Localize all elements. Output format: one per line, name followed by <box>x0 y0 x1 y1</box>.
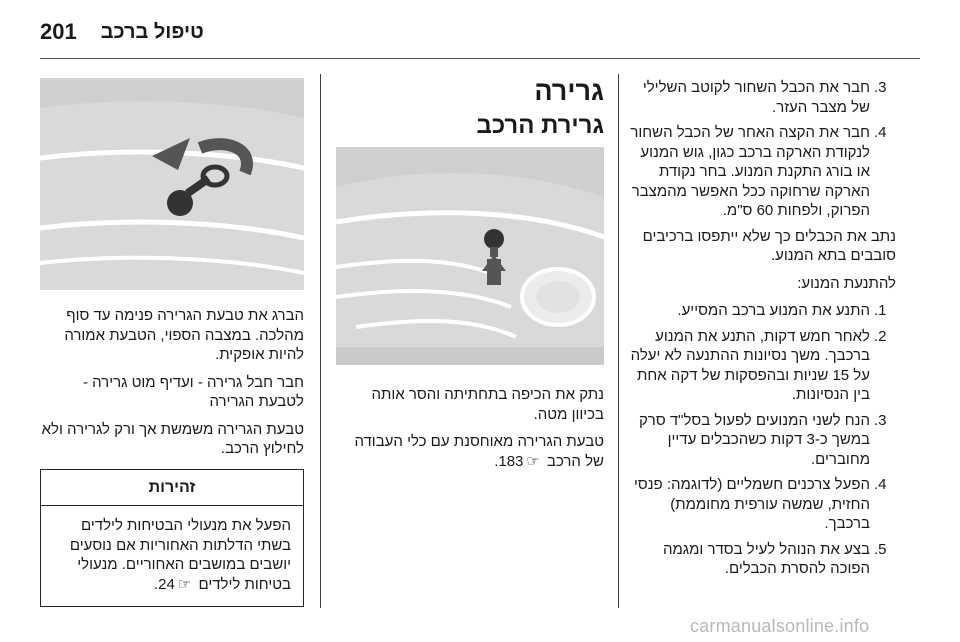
usage-paragraph: טבעת הגרירה משמשת אך ורק לגרירה ולא לחילוץ הרכב. <box>41 420 304 457</box>
bumper-cover-illustration <box>336 147 604 365</box>
list-item: .3 הנח לשני המנועים לפעול בסל"ד סרק במשך כ-3 דקות כשהכבלים עדיין מחוברים. <box>638 411 887 468</box>
remove-cover-paragraph: נתק את הכיפה בתחתיתה והסר אותה בכיוון מטה. <box>371 386 604 423</box>
middle-column <box>336 78 604 479</box>
page-header <box>40 14 920 50</box>
route-cables-paragraph: נתב את הכבלים כך שלא ייתפסו ברכיבים סובבים בתא המנוע. <box>642 227 896 264</box>
header-rule <box>40 58 920 59</box>
start-engine-label: להתנעת המנוע: <box>797 274 896 292</box>
page-reference[interactable]: 24 <box>158 575 175 593</box>
start-engine-steps <box>626 301 896 579</box>
warning-title: זהירות <box>41 470 303 507</box>
list-item: .4 חבר את הקצה האחר של הכבל השחור לנקודת הארקה ברכב כגון, גוש המנוע או בורג התקנת המנוע. בחר נקודת הארקה שרחוקה ככל האפשר מהמצבר הפרוק, ולפחות 60 ס"מ. <box>630 124 887 219</box>
towing-eye-illustration <box>40 78 304 290</box>
page-reference-icon: ☞ <box>526 452 540 470</box>
warning-body: הפעל את מנעולי הבטיחות לילדים בשתי הדלתות האחוריות אם נוסעים יושבים במושבים האחוריים. מנעולי בטיחות לילדים ☞24. <box>69 517 291 593</box>
towing-eye-storage-paragraph: טבעת הגרירה מאוחסנת עם כלי העבודה של הרכב ☞183. <box>354 433 604 470</box>
right-column <box>626 78 896 585</box>
page-reference-icon: ☞ <box>177 575 192 593</box>
section-title: גרירה <box>534 76 604 106</box>
column-divider-right <box>618 74 619 608</box>
towing-eye-illustration-svg <box>40 78 304 290</box>
watermark: carmanualsonline.info <box>690 616 870 636</box>
list-item: .1 התנע את המנוע ברכב המסייע. <box>677 302 887 319</box>
page-number: 201 <box>40 19 77 44</box>
screw-in-paragraph: הברג את טבעת הגרירה פנימה עד סוף מהלכה. במצבה הספוי, הטבעת אמורה להיות אופקית. <box>64 307 304 363</box>
bumper-cover-illustration-svg <box>336 147 604 365</box>
tow-eye-cover <box>484 229 504 249</box>
attach-rope-paragraph: חבר חבל גרירה - ועדיף מוט גרירה - לטבעת הגרירה <box>82 373 304 410</box>
page-title: טיפול ברכב <box>100 20 204 43</box>
list-item: .2 לאחר חמש דקות, התנע את המנוע ברכבך. משך נסיונות ההתנעה לא יעלה על 15 שניות ובהפסקות של דקה אחת בין הנסיונות. <box>630 327 887 403</box>
warning-box <box>40 469 304 608</box>
left-column <box>40 78 304 607</box>
list-item: .5 בצע את הנוהל לעיל בסדר ומגמה הפוכה להסרת הכבלים. <box>662 540 887 577</box>
section-subtitle: גרירת הרכב <box>476 111 604 139</box>
column-divider-left <box>320 74 321 608</box>
list-item: .3 חבר את הכבל השחור לקוטב השלילי של מצבר העזר. <box>642 79 887 116</box>
page-reference[interactable]: 183 <box>498 452 524 470</box>
list-item: .4 הפעל צרכנים חשמליים (לדוגמה: פנסי החזית, שמשה עורפית מחוממת) ברכבך. <box>633 476 887 532</box>
jump-start-steps-continued <box>626 78 896 221</box>
